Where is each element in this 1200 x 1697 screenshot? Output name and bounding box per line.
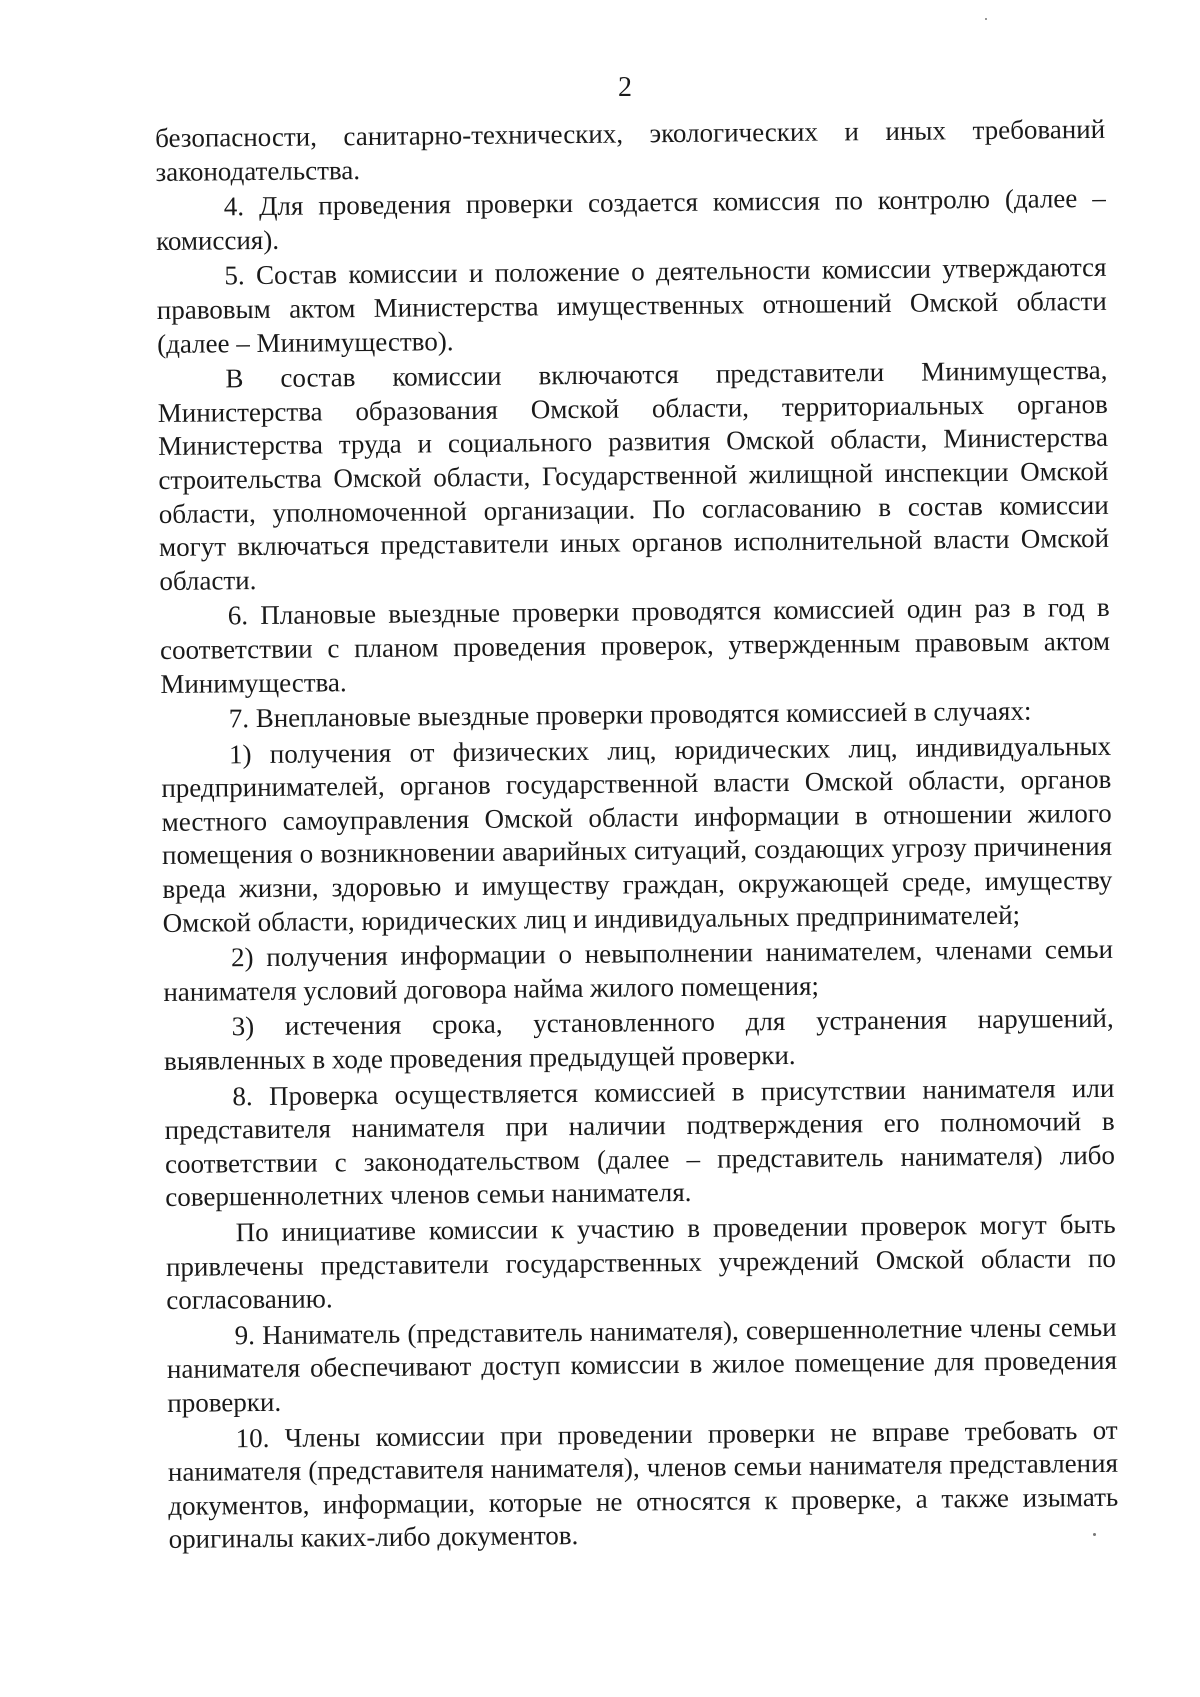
paragraph-subitem-1: 1) получения от физических лиц, юридических лиц, индивидуальных предпринимателей, органов государственной власти Омской области, органов местного самоуправления Омской области информации в отношении жилого помещения о возникновении аварийных ситуаций, создающих угрозу причинения вреда жизни, здоровью и имуществу граждан, окружающей среде, имуществу Омской области, юридических лиц и индивидуальных предпринимателей; — [161, 730, 1113, 938]
paragraph-continuation: безопасности, санитарно-технических, экологических и иных требований законодательства. — [155, 113, 1106, 187]
paragraph-item-10: 10. Члены комиссии при проведении проверки не вправе требовать от нанимателя (представителя нанимателя), членов семьи нанимателя представления документов, информации, которые не относятся к проверке, а также изымать оригиналы каких-либо документов. — [167, 1414, 1119, 1555]
paragraph-initiative: По инициативе комиссии к участию в проведении проверок могут быть привлечены представители государственных учреждений Омской области по согласованию. — [165, 1208, 1117, 1316]
paragraph-item-4: 4. Для проведения проверки создается комиссия по контролю (далее – комиссия). — [155, 183, 1106, 256]
document-body — [155, 113, 1119, 1559]
paragraph-item-5: 5. Состав комиссии и положение о деятельности комиссии утверждаются правовым актом Министерства имущественных отношений Омской области (далее – Минимущество). — [156, 252, 1107, 359]
paragraph-item-6: 6. Плановые выездные проверки проводятся комиссией один раз в год в соответствии с планом проведения проверок, утвержденным правовым актом Минимущества. — [159, 592, 1111, 699]
paragraph-item-9: 9. Наниматель (представитель нанимателя), совершеннолетние члены семьи нанимателя обеспечивают доступ комиссии в жилое помещение для проведения проверки. — [166, 1311, 1118, 1418]
scan-speck — [1093, 1533, 1096, 1536]
page-number: 2 — [618, 72, 632, 103]
scan-speck — [985, 18, 987, 20]
paragraph-item-7: 7. Внеплановые выездные проверки проводятся комиссией в случаях: — [228, 695, 1032, 734]
paragraph-item-8: 8. Проверка осуществляется комиссией в присутствии нанимателя или представителя нанимателя при наличии подтверждения его полномочий в соответствии с законодательством (далее – представитель нанимателя) либо совершеннолетних членов семьи нанимателя. — [164, 1072, 1116, 1213]
paragraph-subitem-3: 3) истечения срока, установленного для устранения нарушений, выявленных в ходе проведения предыдущей проверки. — [163, 1003, 1114, 1076]
paragraph-subitem-2: 2) получения информации о невыполнении нанимателем, членами семьи нанимателя условий договора найма жилого помещения; — [163, 934, 1114, 1007]
paragraph-commission-composition: В состав комиссии включаются представители Минимущества, Министерства образования Омской области, территориальных органов Министерства труда и социального развития Омской области, Министерства строительства Омской области, Государственной жилищной инспекции Омской области, уполномоченной организации. По согласованию в состав комиссии могут включаться представители иных органов исполнительной власти Омской области. — [157, 355, 1110, 596]
